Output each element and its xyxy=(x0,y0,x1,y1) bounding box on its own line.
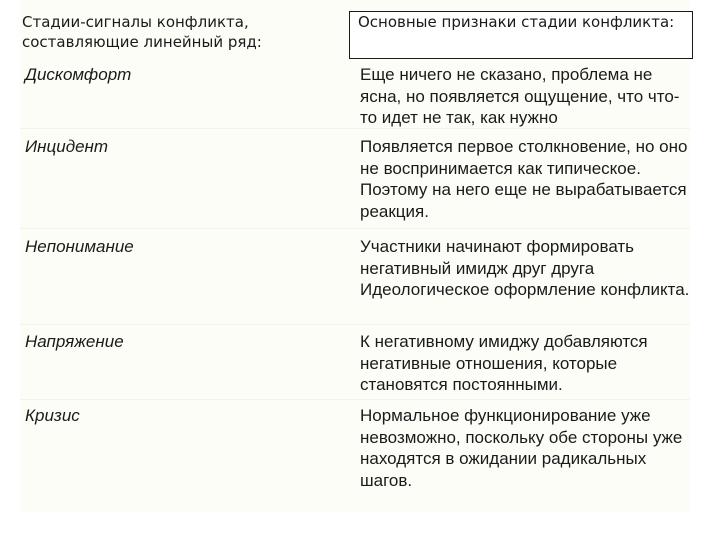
row-divider xyxy=(20,228,690,229)
stage-name-incident: Инцидент xyxy=(25,137,109,156)
header-stages: Стадии-сигналы конфликта, составляющие линейный ряд: xyxy=(22,13,262,51)
stage-desc-misunderstanding: Участники начинают формировать негативный имидж друг друга Идеологическое оформление конфликта. xyxy=(360,237,690,299)
row-divider xyxy=(20,128,690,129)
stage-desc-incident: Появляется первое столкновение, но оно не воспринимается как типическое. Поэтому на него еще не вырабатывается реакция. xyxy=(360,137,688,221)
row-divider xyxy=(20,324,690,325)
stage-name-misunderstanding: Непонимание xyxy=(25,237,134,256)
stage-desc-discomfort: Еще ничего не сказано, проблема не ясна, но появляется ощущение, что что-то идет не так, как нужно xyxy=(360,65,680,127)
stage-desc-tension: К негативному имиджу добавляются негативные отношения, которые становятся постоянными. xyxy=(360,332,648,394)
stage-name-tension: Напряжение xyxy=(25,332,124,351)
stage-desc-crisis: Нормальное функционирование уже невозможно, поскольку обе стороны уже находятся в ожидании радикальных шагов. xyxy=(360,406,683,490)
header-signs: Основные признаки стадии конфликта: xyxy=(358,13,675,31)
stage-name-crisis: Кризис xyxy=(25,406,80,425)
stage-name-discomfort: Дискомфорт xyxy=(25,65,132,84)
row-divider xyxy=(20,399,690,400)
